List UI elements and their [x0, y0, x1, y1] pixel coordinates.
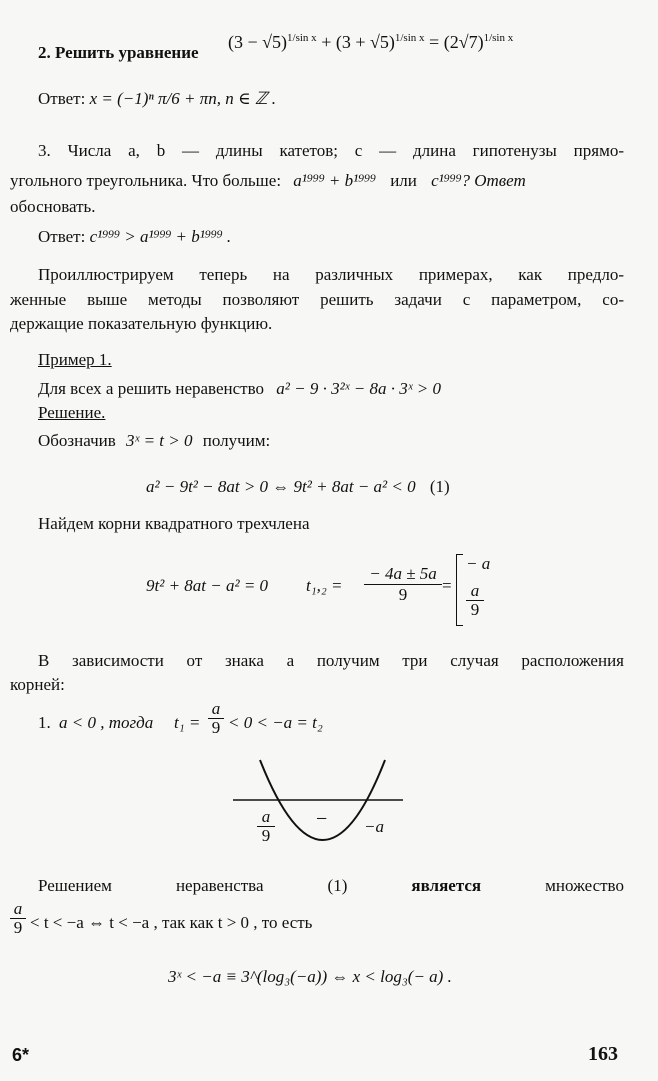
sol-word-3: (1)	[327, 876, 348, 895]
substitution-line	[38, 430, 270, 453]
eq-base2: 3 + √5	[341, 32, 389, 52]
inequality-line	[146, 476, 450, 499]
final-result: 3ˣ < −a ≡ 3^(log₃(−a)) ⇔ x < log₃(− a) .	[168, 967, 452, 986]
signature-mark: 6*	[12, 1045, 30, 1065]
answer-label: Ответ:	[38, 227, 86, 246]
example1-task	[38, 378, 441, 401]
graph-minus-sign: −	[316, 808, 328, 830]
answer-math: c¹⁹⁹⁹ > a¹⁹⁹⁹ + b¹⁹⁹⁹ .	[89, 227, 232, 246]
parabola-graph	[225, 755, 410, 855]
sol-word-2: неравенства	[175, 876, 264, 895]
roots-num: − 4a ± 5a	[364, 565, 442, 585]
solution-line2: < t < −a ⇔ t < −a , так как t > 0 , то есть	[30, 913, 313, 932]
cases-line1: В зависимости от знака a получим три случая расположения	[38, 651, 624, 670]
problem3-line2-d: c¹⁹⁹⁹? Ответ	[431, 171, 526, 190]
sol-fraction	[10, 900, 26, 938]
sol-word-5: множество	[545, 876, 624, 895]
task-text: Для всех a решить неравенство	[38, 379, 265, 398]
intro-line2: женные выше методы позволяют решить задачи с параметром, со-	[10, 290, 624, 309]
roots-fraction	[364, 565, 442, 605]
eq-base3: 2√7	[449, 32, 478, 52]
problem3-answer	[38, 226, 231, 249]
solution-line1	[38, 875, 624, 898]
root1: − a	[466, 554, 491, 573]
subst-math: 3ˣ = t > 0	[126, 431, 193, 450]
problem2-answer	[38, 88, 276, 111]
page-number: 163	[588, 1043, 618, 1065]
problem3-line2-b: a¹⁹⁹⁹ + b¹⁹⁹⁹	[293, 171, 376, 190]
eq-plus: +	[321, 32, 332, 52]
example1-title: Пример 1.	[38, 350, 112, 369]
case1-frac-den: 9	[211, 717, 221, 737]
roots-eq2: =	[442, 576, 452, 595]
graph-left-num: a	[257, 808, 275, 827]
inequality: a² − 9t² − 8at > 0 ⇔ 9t² + 8at − a² < 0	[146, 477, 416, 496]
eq-exp1: 1/sin x	[287, 32, 317, 44]
subst-text-a: Обозначив	[38, 431, 116, 450]
cases-line2: корней:	[10, 675, 65, 694]
problem3-line2-a: угольного треугольника. Что больше:	[10, 171, 282, 190]
problem2-equation: $(3 - √5)^{1/sin x} + (3 + √5)^{1/sin x} = (2√7)^{1/sin x}$	[228, 32, 514, 52]
eq-base1: 3 − √5	[234, 32, 282, 52]
sol-frac-den: 9	[13, 917, 23, 937]
sol-word-1: Решением	[38, 876, 112, 895]
sol-word-4: является	[411, 876, 482, 895]
subst-text-b: получим:	[202, 431, 271, 450]
system-brace	[456, 554, 463, 626]
task-math: a² − 9 · 3²ˣ − 8a · 3ˣ > 0	[276, 379, 441, 398]
roots-den: 9	[398, 584, 408, 604]
inequality-number: (1)	[429, 477, 450, 496]
case1-t1: t₁ =	[174, 713, 201, 732]
problem3-line2-c: или	[390, 171, 417, 190]
case1-fraction	[208, 700, 224, 738]
eq-exp2: 1/sin x	[394, 32, 425, 44]
root2-fraction	[466, 582, 484, 620]
case1-rest: < 0 < −a = t₂	[228, 713, 323, 732]
graph-left-root	[257, 808, 275, 846]
problem2-label: 2. Решить уравнение	[38, 43, 199, 62]
case1-cond: a < 0 , тогда	[59, 713, 154, 732]
eq-exp3: 1/sin x	[483, 32, 514, 44]
answer-label: Ответ:	[38, 89, 86, 108]
sol-frac-num: a	[10, 900, 26, 919]
roots-t: t₁,₂ =	[306, 576, 343, 595]
roots-text: Найдем корни квадратного трехчлена	[38, 514, 310, 533]
graph-left-den: 9	[261, 825, 271, 845]
case1-num: 1.	[38, 713, 51, 732]
problem3-line2	[10, 170, 624, 193]
problem3-line3: обосновать.	[10, 197, 96, 216]
eq-equals: =	[429, 32, 440, 52]
root2-den: 9	[470, 599, 480, 619]
roots-equation	[146, 575, 268, 598]
case1-frac-num: a	[208, 700, 224, 719]
solution-label: Решение.	[38, 403, 106, 422]
problem3-line1: 3. Числа a, b — длины катетов; c — длина гипотенузы прямо-	[38, 141, 624, 160]
root2-num: a	[466, 582, 484, 601]
intro-line3: держащие показательную функцию.	[10, 314, 273, 333]
graph-right-root: −a	[364, 817, 384, 836]
intro-line1: Проиллюстрируем теперь на различных примерах, как предло-	[38, 265, 624, 284]
answer-math: x = (−1)ⁿ π/6 + πn, n ∈ ℤ .	[89, 89, 276, 108]
quadratic-eq: 9t² + 8at − a² = 0	[146, 576, 269, 595]
case1-line	[38, 712, 153, 735]
